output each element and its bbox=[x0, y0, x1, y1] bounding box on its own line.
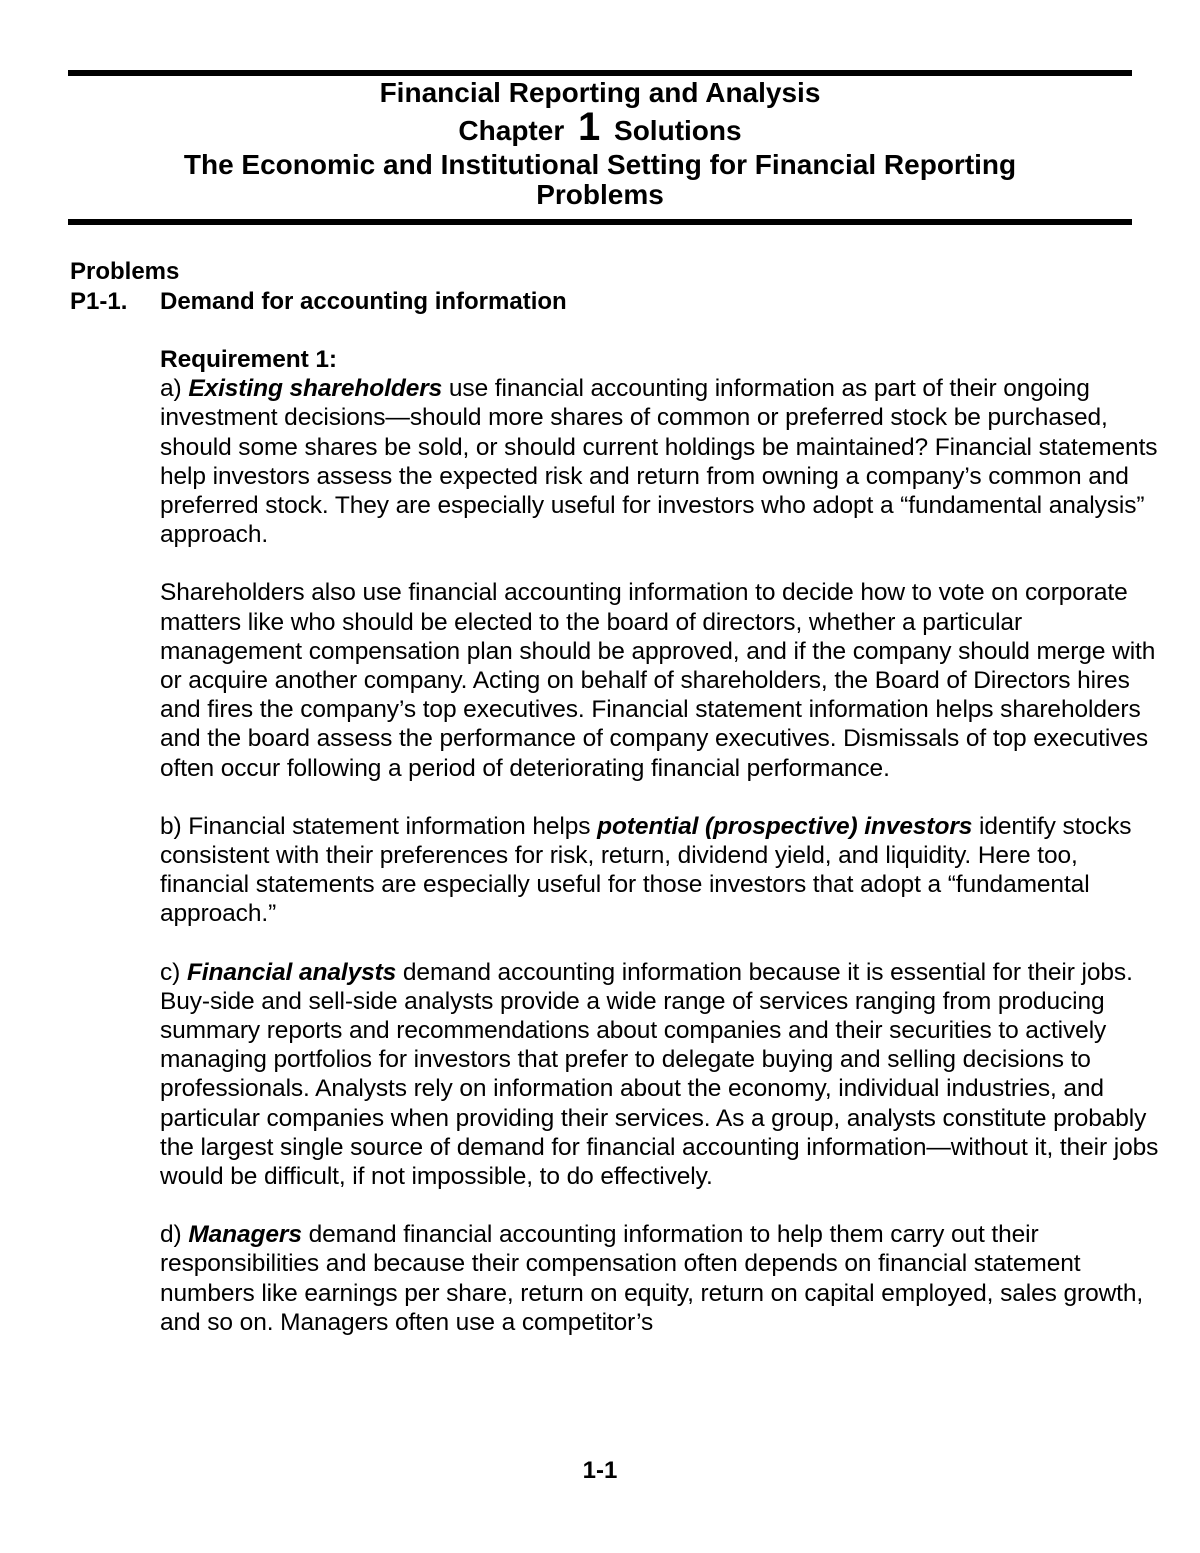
requirement-heading: Requirement 1: bbox=[160, 346, 337, 373]
paragraph-a-label: a) bbox=[160, 375, 182, 403]
chapter-suffix: Solutions bbox=[614, 115, 742, 146]
page-number: 1-1 bbox=[582, 1457, 618, 1484]
problem-heading bbox=[70, 288, 1130, 316]
paragraph-c-label: c) bbox=[160, 958, 181, 986]
chapter-number: 1 bbox=[578, 105, 601, 149]
paragraph-b bbox=[160, 812, 1160, 929]
document-title: Financial Reporting and Analysis bbox=[379, 77, 821, 108]
paragraph-d-emphasis: Managers bbox=[188, 1221, 302, 1249]
paragraph-a2: Shareholders also use financial accounting information to decide how to vote on corporate matters like who should be elected to the board of directors, whether a particular management compensation plan should be approved, and if the company should merge with or acquire another company. Acting on behalf of shareholders, the Board of Directors hires and fires the company’s top executives. Financial statement information helps shareholders and the board assess the performance of company executives. Dismissals of top executives often occur following a period of deteriorating financial performance. bbox=[160, 579, 1156, 782]
paragraph-c bbox=[160, 958, 1160, 1192]
paragraph-b-intro: b) Financial statement information helps bbox=[160, 812, 598, 840]
bottom-rule bbox=[68, 219, 1132, 225]
header-section: Problems bbox=[536, 179, 664, 210]
paragraph-d-text: demand financial accounting information to help them carry out their responsibilities and because their compensation often depends on financial statement numbers like earnings per share, return on equity, return on capital employed, sales growth, and so on. Managers often use a competitor’s bbox=[160, 1221, 1144, 1336]
problem-body bbox=[160, 345, 1160, 1337]
top-rule bbox=[68, 70, 1132, 76]
section-heading: Problems bbox=[70, 258, 180, 285]
document-subtitle: The Economic and Institutional Setting for Financial Reporting bbox=[183, 149, 1017, 180]
paragraph-d-label: d) bbox=[160, 1221, 182, 1249]
document-header bbox=[68, 78, 1132, 210]
paragraph-b-text: identify stocks consistent with their preferences for risk, return, dividend yield, and liquidity. Here too, financial statements are especially useful for those investors that adopt a “fundamental approach.” bbox=[160, 812, 1132, 928]
paragraph-a-emphasis: Existing shareholders bbox=[188, 375, 443, 403]
problem-title: Demand for accounting information bbox=[160, 288, 567, 315]
paragraph-c-emphasis: Financial analysts bbox=[186, 958, 397, 986]
paragraph-a bbox=[160, 374, 1160, 549]
paragraph-c-text: demand accounting information because it is essential for their jobs. Buy-side and sell-side analysts provide a wide range of services ranging from producing summary reports and recommendations about companies and their securities to actively managing portfolios for investors that prefer to delegate buying and selling decisions to professionals. Analysts rely on information about the economy, individual industries, and particular companies when providing their services. As a group, analysts constitute probably the largest single source of demand for financial accounting information—without it, their jobs would be difficult, if not impossible, to do effectively. bbox=[160, 958, 1159, 1191]
chapter-line bbox=[68, 105, 1132, 150]
paragraph-a-text: use financial accounting information as part of their ongoing investment decisions—should more shares of common or preferred stock be purchased, should some shares be sold, or should current holdings be maintained? Financial statements help investors assess the expected risk and return from owning a company’s common and preferred stock. They are especially useful for investors who adopt a “fundamental analysis” approach. bbox=[160, 375, 1158, 549]
paragraph-b-emphasis: potential (prospective) investors bbox=[597, 812, 973, 840]
chapter-prefix: Chapter bbox=[458, 115, 565, 146]
problem-number: P1-1. bbox=[70, 288, 128, 315]
paragraph-d bbox=[160, 1220, 1160, 1337]
